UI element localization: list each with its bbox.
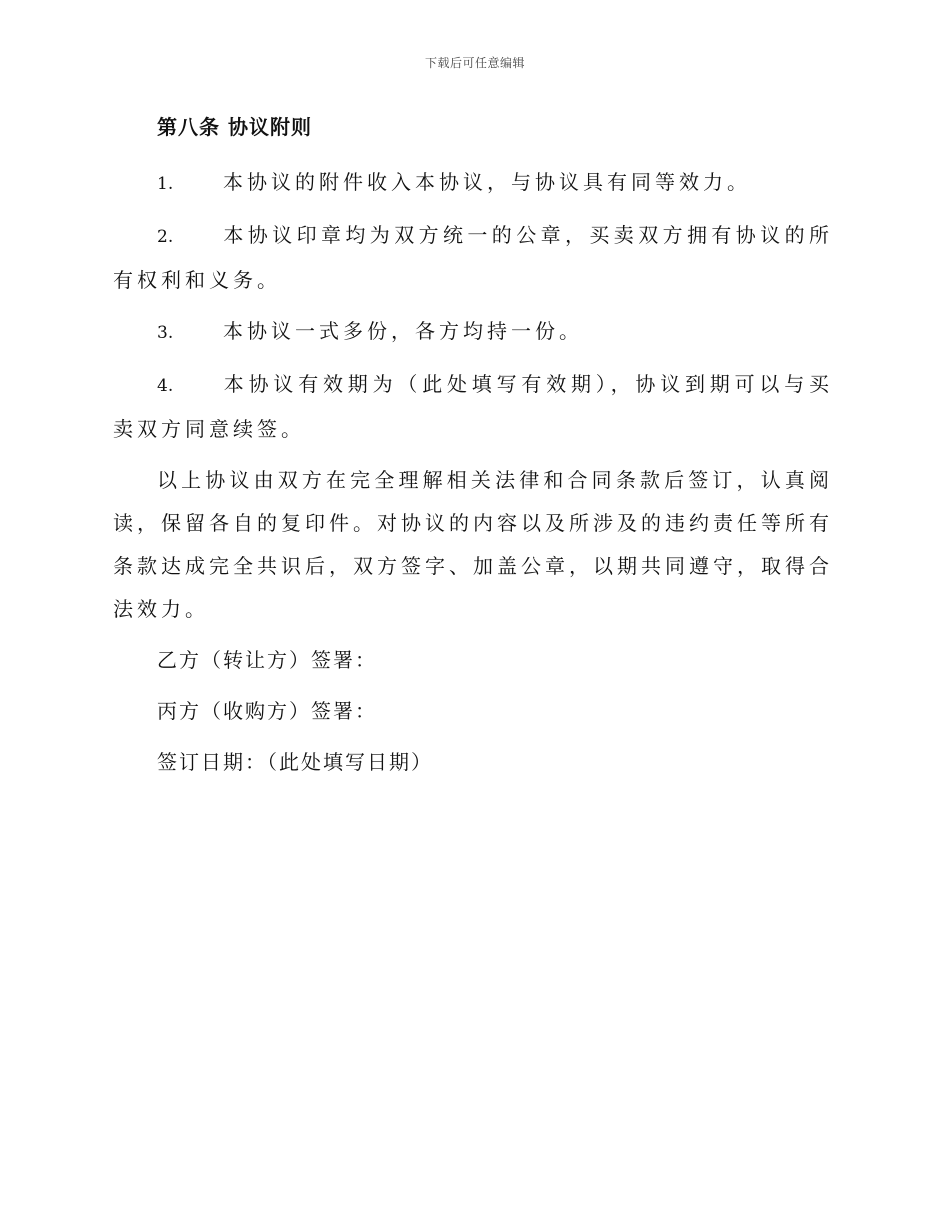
clause-number: 4. [157,376,174,396]
clause-text: 本协议的附件收入本协议，与协议具有同等效力。 [223,170,751,194]
clause-text: 本协议一式多份，各方均持一份。 [223,319,583,343]
party-c-signature: 丙方（收购方）签署： [157,699,377,723]
closing-paragraph: 以上协议由双方在完全理解相关法律和合同条款后签订，认真阅读，保留各自的复印件。对协议的内容以及所涉及的违约责任等所有条款达成完全共识后，双方签字、加盖公章，以期共同遵守，取得合法效力。 [113,468,833,621]
clause-2 [113,214,833,302]
clause-4 [113,363,833,451]
clause-number: 2. [157,227,174,247]
clause-text: 本协议有效期为（此处填写有效期），协议到期可以与买卖双方同意续签。 [113,372,833,441]
party-b-signature: 乙方（转让方）签署： [157,648,377,672]
article-title: 第八条 协议附则 [157,115,312,139]
header-note: 下载后可任意编辑 [424,56,525,70]
clause-1 [113,161,833,206]
document-content [113,110,833,792]
clause-text: 本协议印章均为双方统一的公章，买卖双方拥有协议的所有权利和义务。 [113,223,833,292]
signing-date: 签订日期：（此处填写日期） [157,750,433,774]
clause-3 [113,310,833,355]
clause-number: 3. [157,323,174,343]
clause-number: 1. [157,174,174,194]
